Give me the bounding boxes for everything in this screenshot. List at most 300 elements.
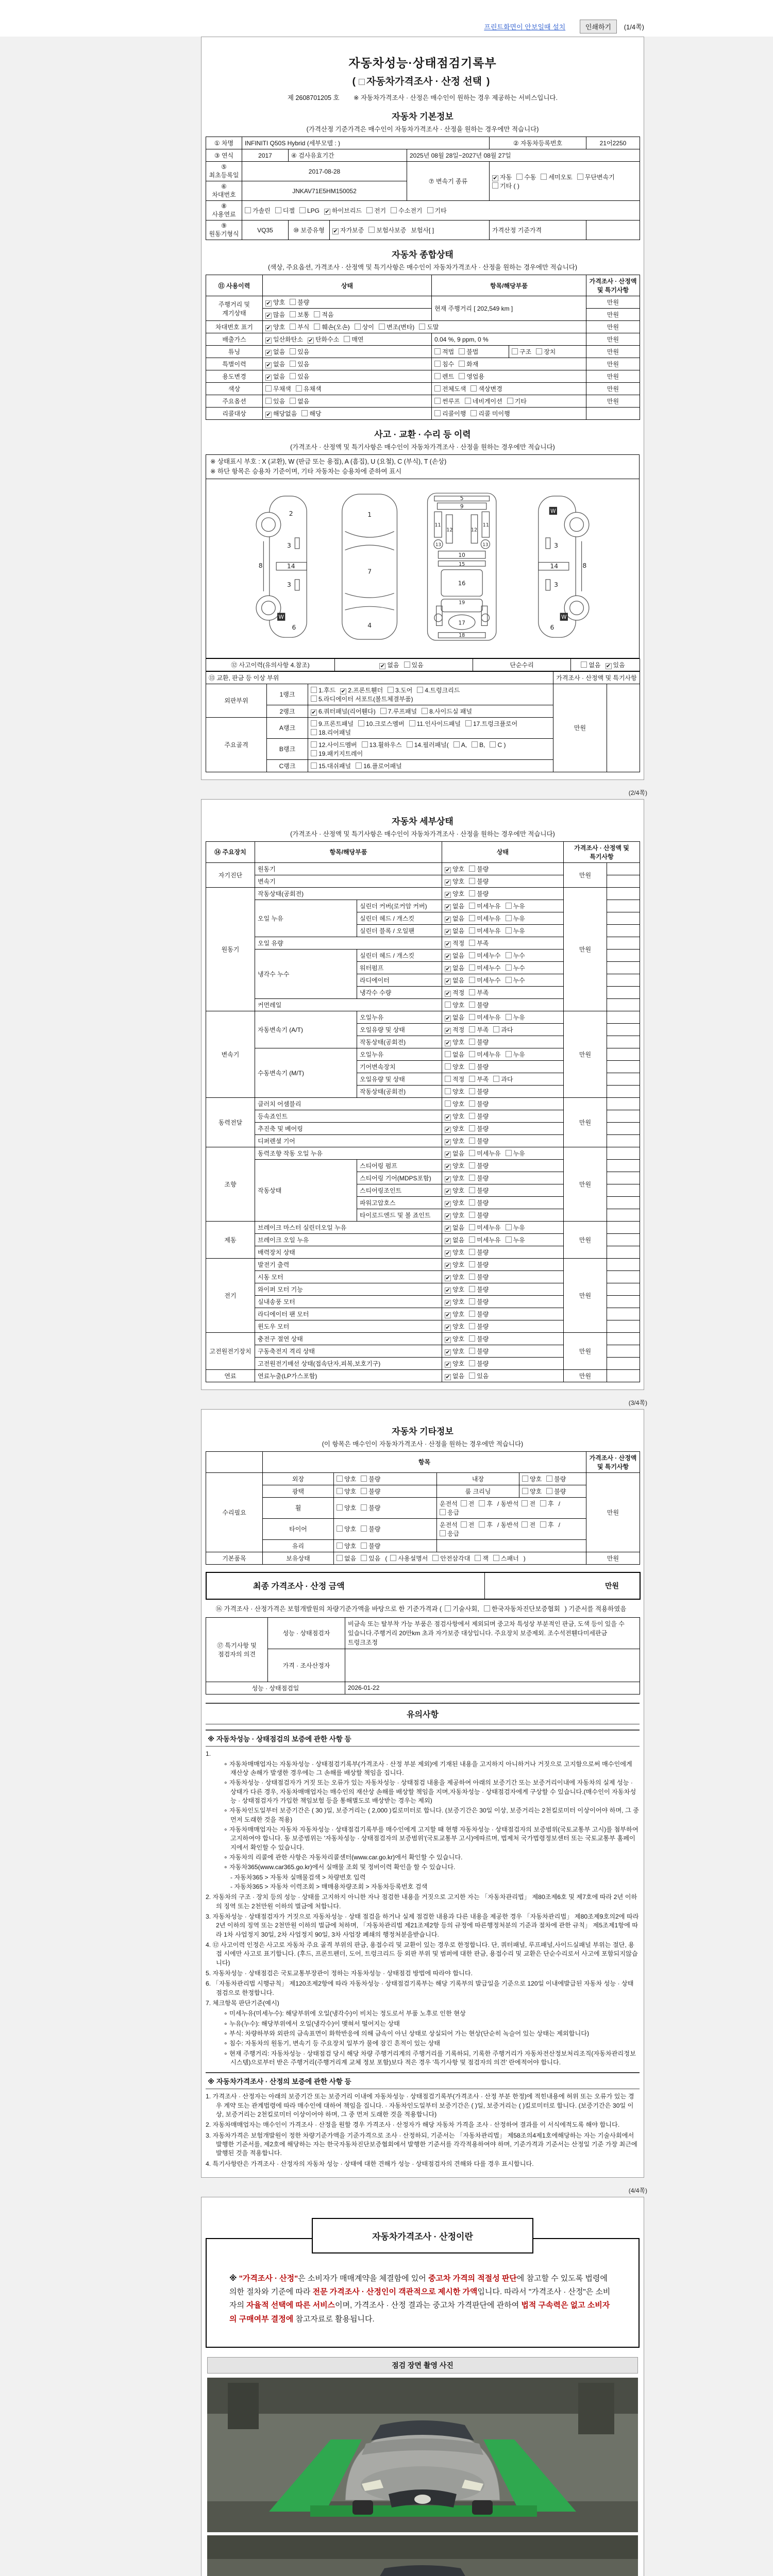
checkbox-option[interactable] (484, 1604, 560, 1613)
checkbox-icon[interactable]: ✔ (445, 928, 450, 935)
checkbox-icon[interactable] (417, 687, 423, 693)
checkbox-icon[interactable] (461, 1500, 467, 1506)
checkbox-option[interactable] (445, 939, 464, 947)
checkbox-option[interactable] (506, 1149, 525, 1158)
checkbox-option[interactable] (469, 1371, 489, 1380)
checkbox-icon[interactable]: ✔ (311, 709, 316, 716)
checkbox-icon[interactable] (479, 1521, 485, 1528)
checkbox-icon[interactable] (469, 1014, 475, 1020)
checkbox-option[interactable] (469, 889, 489, 898)
checkbox-icon[interactable] (506, 964, 512, 971)
checkbox-icon[interactable] (290, 299, 296, 305)
checkbox-icon[interactable]: ✔ (445, 1374, 450, 1380)
checkbox-option[interactable] (332, 226, 364, 234)
checkbox-option[interactable] (445, 926, 464, 935)
checkbox-icon[interactable] (469, 1175, 475, 1181)
checkbox-icon[interactable] (465, 398, 471, 404)
checkbox-option[interactable] (265, 409, 297, 418)
checkbox-icon[interactable] (422, 708, 428, 714)
checkbox-option[interactable] (445, 1149, 464, 1158)
checkbox-icon[interactable]: ✔ (445, 904, 450, 910)
checkbox-icon[interactable]: ✔ (341, 688, 346, 694)
checkbox-icon[interactable] (434, 361, 441, 367)
checkbox-option[interactable] (469, 1112, 489, 1121)
checkbox-icon[interactable]: ✔ (445, 965, 450, 972)
checkbox-option[interactable] (337, 1554, 356, 1563)
checkbox-icon[interactable] (419, 324, 425, 330)
checkbox-icon[interactable] (469, 1199, 475, 1206)
checkbox-option[interactable] (301, 409, 321, 418)
checkbox-option[interactable] (472, 741, 485, 749)
checkbox-option[interactable] (361, 1554, 380, 1563)
checkbox-option[interactable] (465, 719, 517, 728)
checkbox-icon[interactable] (469, 964, 475, 971)
checkbox-option[interactable] (265, 384, 291, 393)
checkbox-icon[interactable] (311, 762, 317, 769)
checkbox-icon[interactable] (311, 687, 317, 693)
checkbox-icon[interactable] (314, 311, 320, 317)
checkbox-icon[interactable]: ✔ (445, 1126, 450, 1133)
checkbox-option[interactable] (445, 1297, 464, 1306)
checkbox-option[interactable] (479, 1499, 493, 1508)
checkbox-option[interactable] (469, 951, 500, 960)
checkbox-option[interactable] (324, 206, 362, 215)
checkbox-option[interactable] (469, 1038, 489, 1046)
checkbox-icon[interactable] (311, 729, 317, 735)
checkbox-icon[interactable]: ✔ (333, 228, 338, 234)
checkbox-option[interactable] (492, 173, 512, 181)
checkbox-icon[interactable] (296, 385, 302, 392)
checkbox-option[interactable] (469, 902, 500, 910)
checkbox-icon[interactable] (541, 174, 547, 180)
checkbox-option[interactable] (265, 323, 285, 331)
checkbox-option[interactable] (314, 310, 333, 319)
checkbox-icon[interactable] (469, 1249, 475, 1255)
checkbox-icon[interactable]: ✔ (266, 412, 271, 418)
checkbox-option[interactable] (541, 173, 572, 181)
checkbox-icon[interactable] (445, 1063, 451, 1070)
checkbox-option[interactable] (469, 1174, 489, 1182)
checkbox-icon[interactable]: ✔ (445, 990, 450, 997)
checkbox-icon[interactable]: ✔ (445, 1015, 450, 1022)
checkbox-option[interactable] (492, 181, 519, 190)
checkbox-option[interactable] (445, 889, 464, 898)
checkbox-option[interactable] (311, 740, 357, 749)
checkbox-icon[interactable]: ✔ (445, 1275, 450, 1281)
checkbox-option[interactable] (445, 1285, 464, 1294)
checkbox-icon[interactable] (469, 989, 475, 995)
checkbox-icon[interactable]: ✔ (445, 1324, 450, 1331)
checkbox-icon[interactable] (380, 708, 386, 714)
checkbox-option[interactable] (434, 372, 454, 381)
checkbox-icon[interactable] (337, 1555, 343, 1561)
checkbox-option[interactable] (358, 719, 405, 728)
checkbox-icon[interactable] (391, 207, 397, 213)
checkbox-icon[interactable]: ✔ (445, 1188, 450, 1195)
checkbox-icon[interactable] (356, 762, 362, 769)
checkbox-icon[interactable] (469, 1088, 475, 1094)
print-install-link[interactable]: 프린트화면이 안보일때 설치 (484, 23, 566, 31)
checkbox-option[interactable] (445, 1174, 464, 1182)
checkbox-option[interactable] (445, 877, 464, 886)
checkbox-icon[interactable] (493, 1555, 499, 1561)
checkbox-icon[interactable]: ✔ (445, 1027, 450, 1034)
checkbox-icon[interactable] (507, 398, 513, 404)
checkbox-option[interactable] (296, 384, 322, 393)
checkbox-option[interactable] (469, 1223, 500, 1232)
checkbox-icon[interactable]: ✔ (308, 337, 313, 344)
checkbox-icon[interactable] (434, 385, 441, 392)
checkbox-option[interactable] (434, 347, 454, 356)
checkbox-icon[interactable] (361, 1476, 367, 1482)
checkbox-option[interactable] (445, 902, 464, 910)
checkbox-option[interactable] (469, 1062, 489, 1071)
checkbox-option[interactable] (340, 686, 383, 694)
checkbox-option[interactable] (493, 1554, 519, 1563)
checkbox-option[interactable] (417, 686, 460, 694)
checkbox-icon[interactable] (459, 373, 465, 379)
checkbox-option[interactable] (469, 1099, 489, 1108)
checkbox-icon[interactable] (361, 1543, 367, 1549)
checkbox-option[interactable] (577, 173, 615, 181)
print-button[interactable]: 인쇄하기 (580, 20, 617, 33)
checkbox-icon[interactable] (469, 903, 475, 909)
checkbox-icon[interactable] (290, 398, 296, 404)
checkbox-icon[interactable] (470, 385, 477, 392)
checkbox-option[interactable] (362, 740, 402, 749)
checkbox-option[interactable] (493, 1025, 513, 1034)
checkbox-icon[interactable] (358, 720, 364, 726)
checkbox-icon[interactable]: ✔ (266, 350, 271, 356)
checkbox-option[interactable] (469, 1273, 489, 1281)
checkbox-icon[interactable] (469, 1261, 475, 1267)
checkbox-option[interactable] (356, 761, 402, 770)
checkbox-option[interactable] (479, 1520, 493, 1529)
checkbox-icon[interactable] (434, 373, 441, 379)
checkbox-option[interactable] (275, 206, 295, 215)
checkbox-icon[interactable] (275, 207, 281, 213)
checkbox-icon[interactable] (445, 1076, 451, 1082)
checkbox-option[interactable] (434, 360, 454, 368)
checkbox-option[interactable] (390, 1554, 428, 1563)
checkbox-icon[interactable] (540, 1500, 546, 1506)
checkbox-icon[interactable] (506, 915, 512, 921)
checkbox-option[interactable] (344, 335, 363, 344)
checkbox-option[interactable] (540, 1520, 554, 1529)
checkbox-option[interactable] (522, 1487, 542, 1496)
checkbox-icon[interactable] (469, 878, 475, 884)
checkbox-option[interactable] (409, 719, 461, 728)
checkbox-icon[interactable] (465, 720, 472, 726)
checkbox-icon[interactable]: ✔ (493, 175, 498, 181)
checkbox-icon[interactable] (390, 1555, 396, 1561)
checkbox-icon[interactable]: ✔ (445, 1238, 450, 1244)
checkbox-option[interactable] (366, 206, 386, 215)
checkbox-icon[interactable]: ✔ (445, 1299, 450, 1306)
checkbox-icon[interactable]: ✔ (445, 1139, 450, 1145)
checkbox-option[interactable] (445, 976, 464, 985)
checkbox-option[interactable] (469, 988, 489, 997)
checkbox-option[interactable] (440, 1529, 459, 1538)
checkbox-icon[interactable] (506, 927, 512, 934)
checkbox-icon[interactable] (290, 348, 296, 354)
checkbox-option[interactable] (469, 1001, 489, 1009)
checkbox-option[interactable] (469, 926, 500, 935)
checkbox-option[interactable] (379, 323, 414, 331)
checkbox-icon[interactable]: ✔ (445, 916, 450, 923)
checkbox-option[interactable] (265, 298, 285, 307)
checkbox-option[interactable] (391, 206, 422, 215)
checkbox-icon[interactable] (314, 324, 320, 330)
checkbox-option[interactable] (445, 1038, 464, 1046)
checkbox-icon[interactable] (469, 927, 475, 934)
checkbox-icon[interactable] (469, 890, 475, 896)
checkbox-option[interactable] (490, 741, 506, 749)
checkbox-option[interactable] (469, 1235, 500, 1244)
checkbox-icon[interactable] (469, 1323, 475, 1329)
checkbox-icon[interactable] (546, 1476, 552, 1482)
checkbox-option[interactable] (469, 1025, 489, 1034)
checkbox-icon[interactable] (311, 696, 317, 702)
checkbox-icon[interactable]: ✔ (445, 1200, 450, 1207)
checkbox-option[interactable] (469, 1260, 489, 1269)
checkbox-option[interactable] (469, 1075, 489, 1083)
checkbox-option[interactable] (445, 1075, 464, 1083)
checkbox-icon[interactable] (337, 1543, 343, 1549)
checkbox-option[interactable] (445, 1223, 464, 1232)
checkbox-option[interactable] (469, 1050, 500, 1059)
checkbox-option[interactable] (522, 1520, 535, 1529)
checkbox-icon[interactable]: ✔ (606, 663, 611, 669)
checkbox-option[interactable] (445, 1604, 479, 1613)
checkbox-icon[interactable] (506, 1150, 512, 1156)
checkbox-option[interactable] (311, 728, 351, 737)
checkbox-option[interactable] (445, 1161, 464, 1170)
checkbox-icon[interactable] (445, 1051, 451, 1057)
checkbox-icon[interactable] (475, 1555, 481, 1561)
checkbox-option[interactable] (445, 1112, 464, 1121)
checkbox-icon[interactable] (404, 662, 410, 668)
checkbox-option[interactable] (469, 1186, 489, 1195)
checkbox-option[interactable] (522, 1475, 542, 1483)
checkbox-icon[interactable]: ✔ (445, 1262, 450, 1269)
checkbox-icon[interactable] (516, 174, 523, 180)
checkbox-option[interactable] (470, 384, 502, 393)
checkbox-option[interactable] (445, 865, 464, 873)
checkbox-icon[interactable] (469, 1002, 475, 1008)
checkbox-option[interactable] (536, 347, 556, 356)
checkbox-option[interactable] (506, 951, 525, 960)
checkbox-option[interactable] (265, 310, 285, 319)
checkbox-option[interactable] (469, 1013, 500, 1022)
checkbox-icon[interactable] (311, 750, 317, 756)
checkbox-icon[interactable] (409, 720, 415, 726)
checkbox-option[interactable] (445, 1334, 464, 1343)
checkbox-option[interactable] (361, 1475, 380, 1483)
checkbox-option[interactable] (445, 1025, 464, 1034)
checkbox-option[interactable] (459, 372, 484, 381)
checkbox-option[interactable] (469, 939, 489, 947)
checkbox-option[interactable] (445, 1310, 464, 1318)
checkbox-icon[interactable] (577, 174, 583, 180)
checkbox-icon[interactable] (522, 1476, 528, 1482)
checkbox-icon[interactable]: ✔ (445, 1213, 450, 1219)
checkbox-icon[interactable] (361, 1488, 367, 1494)
checkbox-option[interactable] (290, 347, 309, 356)
checkbox-icon[interactable] (361, 1555, 367, 1561)
checkbox-icon[interactable] (522, 1521, 528, 1528)
checkbox-option[interactable] (506, 963, 525, 972)
checkbox-option[interactable] (337, 1503, 356, 1512)
checkbox-icon[interactable] (469, 1372, 475, 1379)
checkbox-option[interactable] (311, 749, 363, 758)
checkbox-option[interactable] (290, 360, 309, 368)
checkbox-option[interactable] (469, 877, 489, 886)
checkbox-option[interactable] (469, 1149, 500, 1158)
checkbox-option[interactable] (337, 1487, 356, 1496)
checkbox-icon[interactable] (484, 1605, 490, 1612)
checkbox-option[interactable] (465, 397, 502, 405)
checkbox-icon[interactable] (469, 1335, 475, 1342)
checkbox-option[interactable] (355, 323, 374, 331)
checkbox-icon[interactable]: ✔ (445, 1349, 450, 1355)
checkbox-icon[interactable] (469, 915, 475, 921)
checkbox-option[interactable] (469, 1137, 489, 1145)
checkbox-option[interactable] (445, 1273, 464, 1281)
checkbox-option[interactable] (469, 1087, 489, 1096)
checkbox-icon[interactable]: ✔ (445, 1163, 450, 1170)
checkbox-icon[interactable] (445, 1002, 451, 1008)
checkbox-icon[interactable] (469, 977, 475, 983)
checkbox-icon[interactable] (469, 1051, 475, 1057)
checkbox-icon[interactable] (469, 1274, 475, 1280)
checkbox-option[interactable] (388, 686, 412, 694)
checkbox-option[interactable] (445, 1248, 464, 1257)
checkbox-option[interactable] (311, 707, 376, 716)
checkbox-icon[interactable] (461, 1521, 467, 1528)
checkbox-option[interactable] (546, 1475, 566, 1483)
checkbox-option[interactable] (361, 1487, 380, 1496)
checkbox-option[interactable] (522, 1499, 535, 1508)
checkbox-option[interactable] (445, 1001, 464, 1009)
checkbox-icon[interactable] (290, 311, 296, 317)
checkbox-icon[interactable] (479, 1500, 485, 1506)
checkbox-icon[interactable] (469, 1125, 475, 1131)
checkbox-icon[interactable] (355, 324, 361, 330)
checkbox-icon[interactable] (453, 741, 460, 748)
checkbox-option[interactable] (434, 384, 466, 393)
checkbox-icon[interactable] (469, 1150, 475, 1156)
checkbox-icon[interactable] (407, 741, 413, 748)
checkbox-option[interactable] (459, 347, 478, 356)
checkbox-option[interactable] (469, 1297, 489, 1306)
checkbox-icon[interactable] (506, 1014, 512, 1020)
checkbox-option[interactable] (299, 207, 320, 214)
checkbox-option[interactable] (445, 951, 464, 960)
checkbox-icon[interactable] (469, 1236, 475, 1243)
checkbox-option[interactable] (311, 686, 335, 694)
checkbox-icon[interactable] (506, 977, 512, 983)
checkbox-option[interactable] (506, 976, 525, 985)
checkbox-icon[interactable] (440, 1530, 446, 1536)
checkbox-icon[interactable] (493, 1026, 499, 1032)
checkbox-icon[interactable] (427, 207, 433, 213)
checkbox-icon[interactable]: ✔ (445, 1287, 450, 1294)
checkbox-option[interactable] (290, 323, 309, 331)
checkbox-icon[interactable] (493, 1076, 499, 1082)
checkbox-option[interactable] (445, 914, 464, 923)
checkbox-option[interactable] (581, 660, 600, 669)
checkbox-icon[interactable] (469, 940, 475, 946)
checkbox-icon[interactable] (546, 1488, 552, 1494)
checkbox-option[interactable] (469, 976, 500, 985)
checkbox-option[interactable] (308, 335, 339, 344)
checkbox-option[interactable] (516, 173, 536, 181)
checkbox-icon[interactable]: ✔ (445, 978, 450, 985)
checkbox-icon[interactable] (311, 720, 317, 726)
checkbox-icon[interactable] (245, 207, 251, 213)
checkbox-icon[interactable] (506, 1051, 512, 1057)
checkbox-option[interactable] (337, 1541, 356, 1550)
checkbox-option[interactable] (337, 1524, 356, 1533)
checkbox-icon[interactable]: ✔ (445, 1176, 450, 1182)
checkbox-icon[interactable] (388, 687, 394, 693)
checkbox-icon[interactable] (490, 741, 496, 748)
checkbox-option[interactable] (461, 1520, 475, 1529)
checkbox-icon[interactable]: ✔ (445, 1312, 450, 1318)
checkbox-option[interactable] (445, 1087, 464, 1096)
checkbox-icon[interactable] (469, 1113, 475, 1119)
checkbox-icon[interactable] (469, 1348, 475, 1354)
checkbox-icon[interactable] (469, 1286, 475, 1292)
checkbox-icon[interactable]: ✔ (266, 325, 271, 331)
checkbox-option[interactable] (469, 1198, 489, 1207)
checkbox-icon[interactable] (359, 79, 365, 85)
checkbox-icon[interactable] (469, 1063, 475, 1070)
checkbox-icon[interactable] (290, 361, 296, 367)
checkbox-option[interactable] (540, 1499, 554, 1508)
checkbox-option[interactable] (445, 1235, 464, 1244)
checkbox-option[interactable] (461, 1499, 475, 1508)
checkbox-option[interactable] (265, 347, 285, 356)
checkbox-option[interactable] (469, 1322, 489, 1331)
checkbox-icon[interactable]: ✔ (445, 1040, 450, 1046)
checkbox-icon[interactable] (469, 1039, 475, 1045)
checkbox-icon[interactable] (469, 1162, 475, 1168)
checkbox-option[interactable] (359, 74, 482, 88)
checkbox-option[interactable] (265, 397, 285, 405)
checkbox-option[interactable] (469, 1248, 489, 1257)
checkbox-icon[interactable] (301, 410, 308, 416)
checkbox-icon[interactable] (379, 324, 385, 330)
checkbox-option[interactable] (606, 660, 625, 669)
checkbox-icon[interactable] (469, 1138, 475, 1144)
checkbox-option[interactable] (427, 206, 447, 215)
checkbox-option[interactable] (445, 1062, 464, 1071)
checkbox-icon[interactable] (506, 903, 512, 909)
checkbox-option[interactable] (422, 707, 472, 716)
checkbox-option[interactable] (440, 1508, 459, 1517)
checkbox-icon[interactable]: ✔ (445, 891, 450, 898)
checkbox-option[interactable] (475, 1554, 489, 1563)
checkbox-option[interactable] (368, 226, 406, 234)
checkbox-option[interactable] (445, 1359, 464, 1368)
checkbox-option[interactable] (245, 206, 271, 215)
checkbox-icon[interactable]: ✔ (445, 1250, 450, 1257)
checkbox-icon[interactable] (265, 385, 272, 392)
checkbox-icon[interactable] (469, 1076, 475, 1082)
checkbox-option[interactable] (311, 694, 413, 703)
